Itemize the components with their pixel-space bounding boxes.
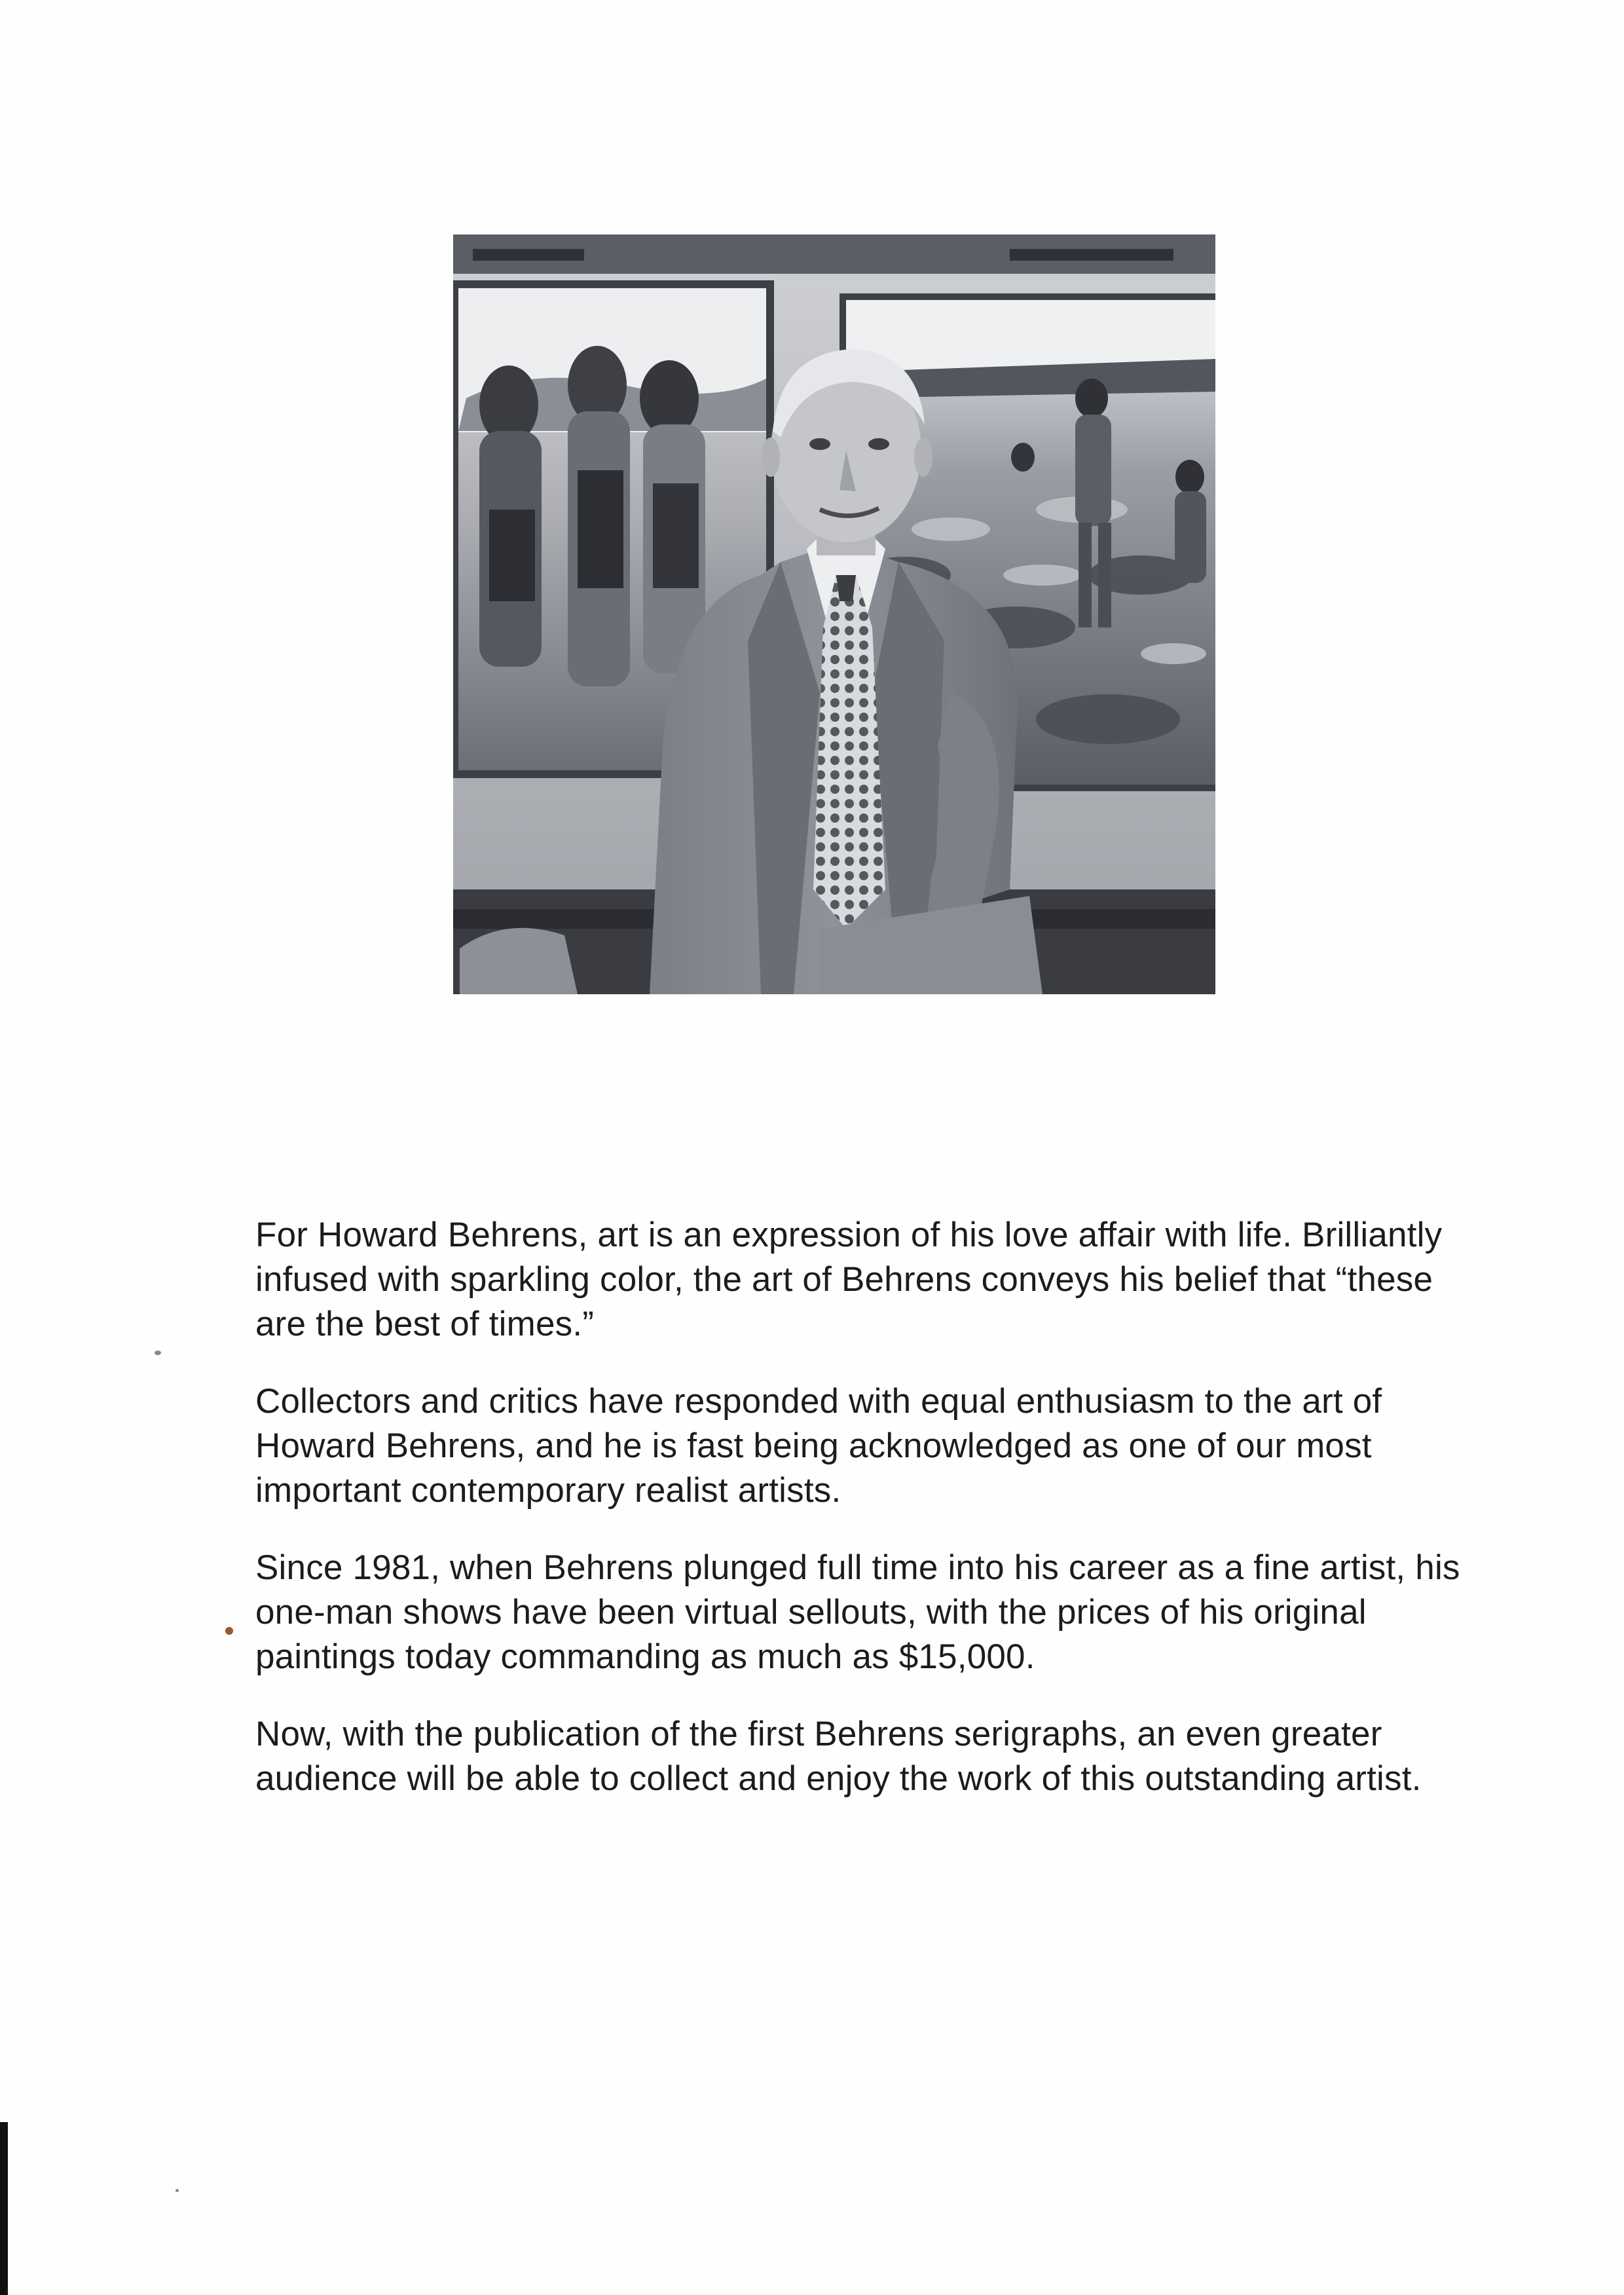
portrait-illustration [453, 234, 1215, 994]
scan-speck [225, 1627, 233, 1635]
scan-edge-shadow [0, 2122, 8, 2295]
scan-speck [175, 2189, 179, 2192]
paragraph: Collectors and critics have responded with equal enthusiasm to the art of Howard Behrens, and he is fast being acknowledged as one of our most important contemporary realist artists. [255, 1382, 1382, 1510]
paragraph: Since 1981, when Behrens plunged full time into his career as a fine artist, his one-man shows have been virtual sellouts, with the prices of his original paintings today commanding as much as $15,000. [255, 1548, 1460, 1676]
paragraph: For Howard Behrens, art is an expression of his love affair with life. Brilliantly infused with sparkling color, the art of Behrens conveys his belief that “these are the best of times.” [255, 1216, 1443, 1343]
body-copy [255, 1213, 1460, 1834]
paragraph: Now, with the publication of the first Behrens serigraphs, an even greater audience will be able to collect and enjoy the work of this outstanding artist. [255, 1715, 1422, 1798]
artist-portrait-photo [453, 234, 1215, 994]
scan-speck [155, 1351, 161, 1355]
